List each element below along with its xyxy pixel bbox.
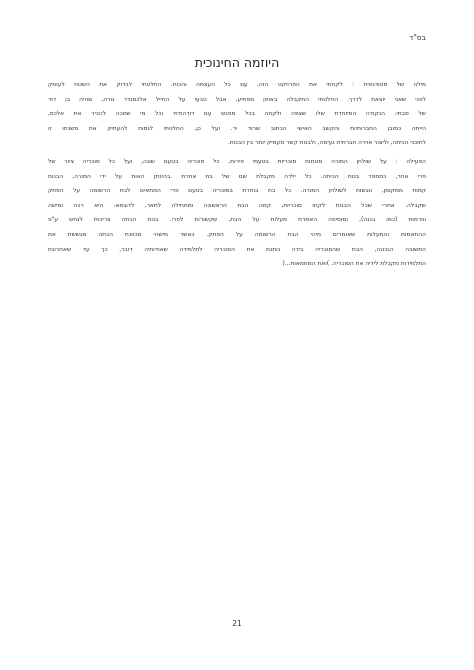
paragraph-intro	[48, 78, 426, 151]
text-line: ההתאמות והמעלות שאומרים מיהי הבת הרשומה על הפתק. כאשר מישהי מכוונת הכתה מגששת את	[48, 231, 426, 238]
header-mark: בס"ד	[409, 33, 426, 42]
text-line: ווורמות (כמו בננה), ומוסיפה האמרת מעלות על הבת, שקשורות לפרי. בנות הכתה צריכות לנחש ע"פ	[48, 217, 426, 224]
text-line: לתוכני הכיתה, וליצור אוירה חברתית נעימה, ולבנות קשר מעמיק יותר בין הבנות.	[227, 140, 426, 147]
text-line: הייתה כמובן החברותיות והקשב האישי הכתוב שרוד יר. ועל כן, החלטתי לנסות להעתיק את משנתו זו	[48, 125, 426, 132]
text-line: התלמידות מקבלת לידיה את הסוכריה. )ואת המחמאות...(	[282, 261, 426, 268]
page-title: היוזמה החינוכית	[194, 55, 280, 70]
text-line: התשובה הנכונה, הבת שהסוכריה בידה נותנת את הסוכריה לתלמידה שאודותיה דובר, כך עד שאחרונת	[48, 246, 426, 253]
text-line: מילה של סטודנטית : לקחתי את הפרויקט הזה, עם כל העצמה והכוח. החלטתי לבדוק את השטח לעומק	[48, 82, 426, 88]
text-line: לפני שאני יוצאת לדרך. החלטתי התקבלה באופן מפתיע, אבל טבעי על החייל אלכסנדר גורה, שהיה בן דוד	[48, 96, 426, 103]
text-line: של סבתי. הנקודה המיוחדת שלו שצפה ולקחה בכל מפגש עם דודהודוד וכל מי שזוכה להכיר את אלכס,	[48, 111, 426, 118]
page-number: 21	[232, 619, 242, 628]
paragraph-activity	[48, 155, 426, 272]
text-line: הפעילה : על שולחן המורה מונחות סוכריות בטעמי פירות, כל סוכריה בטעם שונה, ועל כל סוכריה ציור של	[48, 158, 426, 165]
body-text	[48, 78, 426, 276]
text-line: פרי אחר, כמספר בנות הכיתה. כל ילדה מקבלת שם של בת אחרת .בהינתן האות על ידי המורה, הבנות	[48, 173, 426, 180]
text-line: קמות ממקומן, ונגשות לשולחן המורה. כל בת בוחרת בסוכריה בטעם פרי המתאים לבת הרשומה על הפתק	[48, 188, 426, 195]
text-line: שקבלה. אחרי שכל הבנות לקחו סוכריות, קמה הבת הראשונה ומתחילה לתאר, לדוגמא- היא רכה ומישה	[48, 202, 426, 209]
